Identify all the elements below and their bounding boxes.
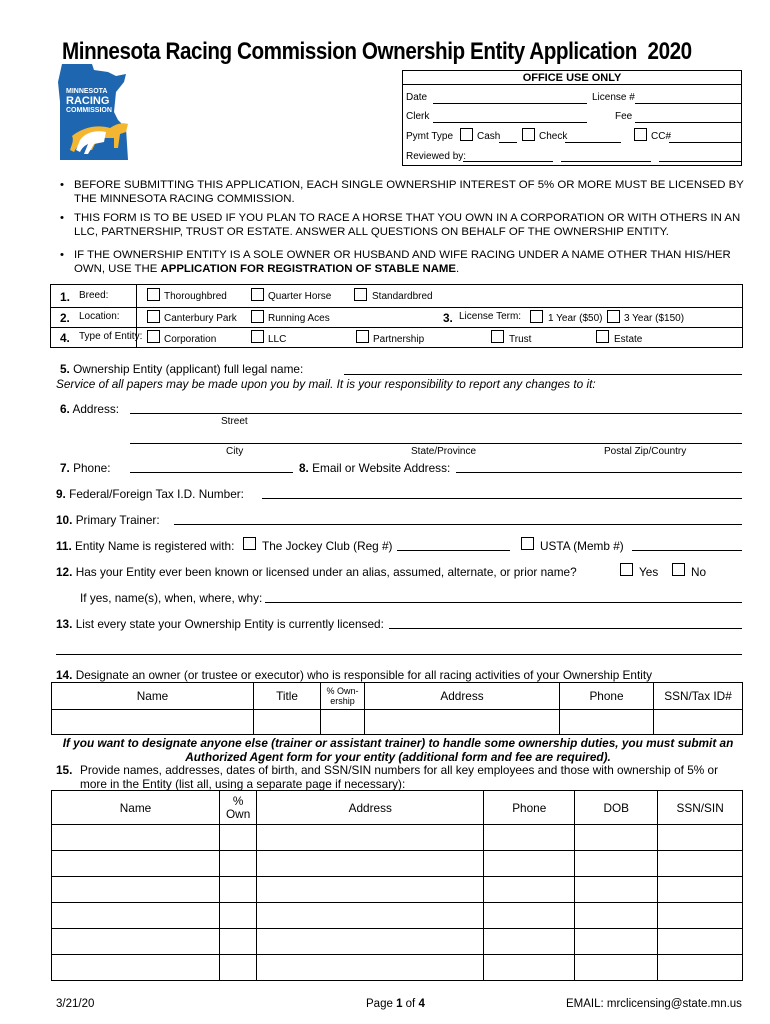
reviewed-field-1[interactable] (463, 161, 553, 162)
table-row (52, 710, 743, 735)
emp-name-cell[interactable] (52, 955, 220, 981)
emp-address-cell[interactable] (257, 903, 484, 929)
q15-label: Provide names, addresses, dates of birth, and SSN/SIN numbers for all key employees and those with ownership of 5% or more in the Entity (list all, using a separate page if necessary): (80, 763, 719, 791)
stable-name-form-ref: APPLICATION FOR REGISTRATION OF STABLE NAME (160, 263, 457, 275)
q5-label: Ownership Entity (applicant) full legal name: (73, 362, 304, 376)
office-use-only-box (402, 70, 742, 166)
emp-dob-cell[interactable] (575, 851, 658, 877)
q13-label: List every state your Ownership Entity is currently licensed: (75, 617, 384, 631)
emp-phone-cell[interactable] (484, 955, 575, 981)
emp-ssn-cell[interactable] (658, 851, 743, 877)
emp-phone-cell[interactable] (484, 825, 575, 851)
standardbred-label: Standardbred (372, 291, 433, 302)
office-use-header: OFFICE USE ONLY (403, 71, 741, 85)
owner-ssn-cell[interactable] (654, 710, 743, 735)
standardbred-checkbox[interactable] (354, 288, 367, 301)
total-pages: 4 (418, 998, 425, 1010)
q7-row: 7. Phone: (60, 461, 111, 475)
q12-row: 12. Has your Entity ever been known or licensed under an alias, assumed, alternate, or prior name? (56, 565, 577, 579)
q14-label: Designate an owner (or trustee or executor) who is responsible for all racing activities of your Ownership Entity (75, 668, 653, 682)
office-fee-label: Fee (615, 111, 633, 122)
emp-own-cell[interactable] (220, 825, 257, 851)
footer-email: EMAIL: mrclicensing@state.mn.us (566, 998, 742, 1010)
phone-field[interactable] (130, 472, 293, 473)
canterbury-checkbox[interactable] (147, 310, 160, 323)
q5-row: 5. Ownership Entity (applicant) full legal name: (60, 362, 304, 376)
usta-checkbox[interactable] (521, 537, 534, 550)
col-name: Name (52, 683, 254, 710)
table-row (52, 877, 743, 903)
title-text: Minnesota Racing Commission Ownership Entity Application (62, 38, 637, 65)
emp-own-cell[interactable] (220, 903, 257, 929)
jockey-club-reg-field[interactable] (397, 550, 510, 551)
license-options-grid (50, 284, 743, 348)
office-reviewed-label: Reviewed by: (406, 151, 467, 162)
emp-phone-cell[interactable] (484, 877, 575, 903)
tax-id-field[interactable] (262, 498, 742, 499)
licensed-states-field[interactable] (389, 628, 742, 629)
q11-row: 11. Entity Name is registered with: (56, 539, 235, 553)
emp-own-cell[interactable] (220, 929, 257, 955)
running-aces-checkbox[interactable] (251, 310, 264, 323)
owner-name-cell[interactable] (52, 710, 254, 735)
q6-row: 6. Address: (60, 402, 120, 416)
cash-label: Cash (477, 131, 501, 142)
item-3-number: 3. (443, 311, 453, 325)
emp-own-cell[interactable] (220, 877, 257, 903)
q5-service-note: Service of all papers may be made upon you by mail. It is your responsibility to report any changes to it: (56, 377, 596, 391)
instruction-bullet-2: • THIS FORM IS TO BE USED IF YOU PLAN TO RACE A HORSE THAT YOU OWN IN A CORPORATION OR WITH OTHERS IN AN LLC, PARTNERSHIP, TRUST OR ESTATE. ANSWER ALL QUESTIONS ON BEHALF OF THE OWNERSHIP ENTITY. (58, 211, 748, 239)
llc-checkbox[interactable] (251, 330, 264, 343)
cc-checkbox[interactable] (634, 128, 647, 141)
trust-label: Trust (509, 334, 532, 345)
owner-ownership-cell[interactable] (321, 710, 365, 735)
office-date-label: Date (406, 92, 428, 103)
breed-label: Breed: (79, 290, 109, 301)
commission-logo (52, 62, 134, 162)
table-row (52, 851, 743, 877)
emp-own-cell[interactable] (220, 955, 257, 981)
corporation-checkbox[interactable] (147, 330, 160, 343)
owner-phone-cell[interactable] (560, 710, 654, 735)
table-row (52, 825, 743, 851)
emp-dob-cell[interactable] (575, 929, 658, 955)
emp-phone-cell[interactable] (484, 929, 575, 955)
reviewed-field-2[interactable] (561, 161, 651, 162)
check-checkbox[interactable] (522, 128, 535, 141)
emp-address-cell[interactable] (257, 955, 484, 981)
check-number-field[interactable] (565, 142, 621, 143)
owner-address-cell[interactable] (365, 710, 560, 735)
one-year-label: 1 Year ($50) (548, 313, 603, 324)
col-address: Address (365, 683, 560, 710)
alias-yes-label: Yes (639, 565, 659, 579)
authorized-agent-note: If you want to designate anyone else (trainer or assistant trainer) to handle some ownership duties, you must submit an Authorized Agent form for your entity (additional form and fee are required). (62, 736, 734, 764)
table-row (52, 929, 743, 955)
col-own: % Own (220, 791, 257, 825)
street-address-field[interactable] (130, 413, 742, 414)
email-website-field[interactable] (456, 472, 742, 473)
col-title: Title (254, 683, 321, 710)
emp-dob-cell[interactable] (575, 825, 658, 851)
alias-no-checkbox[interactable] (672, 563, 685, 576)
emp-name-cell[interactable] (52, 903, 220, 929)
q10-label: Primary Trainer: (75, 513, 160, 527)
owner-title-cell[interactable] (254, 710, 321, 735)
emp-address-cell[interactable] (257, 929, 484, 955)
col-dob: DOB (575, 791, 658, 825)
instruction-bullet-1: • BEFORE SUBMITTING THIS APPLICATION, EACH SINGLE OWNERSHIP INTEREST OF 5% OR MORE MUST BE LICENSED BY THE MINNESOTA RACING COMMISSION. (58, 178, 748, 206)
col-ssn-sin: SSN/SIN (658, 791, 743, 825)
running-aces-label: Running Aces (268, 313, 330, 324)
instruction-bullet-3: • IF THE OWNERSHIP ENTITY IS A SOLE OWNER OR HUSBAND AND WIFE RACING UNDER A NAME OTHER THAN HIS/HER OWN, USE THE APPLICATION FOR REGISTRATION OF STABLE NAME. (58, 248, 748, 276)
q8-label: Email or Website Address: (312, 461, 451, 475)
partnership-checkbox[interactable] (356, 330, 369, 343)
emp-ssn-cell[interactable] (658, 877, 743, 903)
title-year: 2020 (647, 38, 692, 65)
jockey-club-checkbox[interactable] (243, 537, 256, 550)
license-term-label: License Term: (459, 311, 522, 322)
emp-ssn-cell[interactable] (658, 903, 743, 929)
logo-line2: RACING (66, 95, 110, 107)
emp-ssn-cell[interactable] (658, 929, 743, 955)
emp-name-cell[interactable] (52, 929, 220, 955)
quarter-horse-checkbox[interactable] (251, 288, 264, 301)
table-row (52, 903, 743, 929)
q6-label: Address: (72, 402, 120, 416)
emp-address-cell[interactable] (257, 877, 484, 903)
q9-row: 9. Federal/Foreign Tax I.D. Number: (56, 487, 244, 501)
emp-phone-cell[interactable] (484, 903, 575, 929)
jockey-club-label: The Jockey Club (Reg #) (262, 539, 393, 553)
one-year-checkbox[interactable] (530, 310, 543, 323)
partnership-label: Partnership (373, 334, 425, 345)
q11-label: Entity Name is registered with: (75, 539, 235, 553)
office-license-label: License # (592, 92, 635, 103)
item-4-number: 4. (60, 331, 70, 345)
footer-page: Page 1 of 4 (366, 998, 425, 1010)
q10-row: 10. Primary Trainer: (56, 513, 160, 527)
alias-no-label: No (691, 565, 707, 579)
check-label: Check (539, 131, 568, 142)
table-row (52, 955, 743, 981)
office-pymt-label: Pymt Type (406, 131, 454, 142)
q13-row: 13. List every state your Ownership Entity is currently licensed: (56, 617, 384, 631)
col-phone: Phone (484, 791, 575, 825)
col-phone: Phone (560, 683, 654, 710)
licensed-states-field-2[interactable] (56, 654, 742, 655)
emp-dob-cell[interactable] (575, 955, 658, 981)
entity-legal-name-field[interactable] (344, 374, 742, 375)
thoroughbred-label: Thoroughbred (164, 291, 227, 302)
usta-memb-field[interactable] (632, 550, 742, 551)
responsible-owner-table (51, 682, 743, 735)
q14-row: 14. Designate an owner (or trustee or executor) who is responsible for all racing activities of your Ownership Entity (56, 668, 653, 682)
current-page: 1 (396, 998, 403, 1010)
emp-address-cell[interactable] (257, 825, 484, 851)
corporation-label: Corporation (164, 334, 217, 345)
emp-address-cell[interactable] (257, 851, 484, 877)
emp-name-cell[interactable] (52, 851, 220, 877)
estate-checkbox[interactable] (596, 330, 609, 343)
street-caption: Street (221, 416, 248, 427)
estate-label: Estate (614, 334, 643, 345)
llc-label: LLC (268, 334, 287, 345)
col-address: Address (257, 791, 484, 825)
alias-ifyes-label: If yes, name(s), when, where, why: (80, 591, 263, 605)
office-clerk-field[interactable] (433, 122, 587, 123)
q15-row: 15. Provide names, addresses, dates of birth, and SSN/SIN numbers for all key employees and those with ownership of 5% or more in the Entity (list all, using a separate page if necessary): (56, 763, 719, 791)
footer-date: 3/21/20 (56, 998, 95, 1010)
entity-type-label: Type of Entity: (79, 331, 143, 342)
q12-label: Has your Entity ever been known or licensed under an alias, assumed, alternate, or prior name? (75, 565, 577, 579)
col-ownership: % Own-ership (321, 683, 365, 710)
cc-label: CC# (651, 131, 672, 142)
emp-ssn-cell[interactable] (658, 825, 743, 851)
three-year-checkbox[interactable] (607, 310, 620, 323)
reviewed-field-3[interactable] (659, 161, 741, 162)
q8-row: 8. Email or Website Address: (299, 461, 451, 475)
logo-line1: MINNESOTA (66, 88, 108, 95)
city-caption: City (226, 446, 244, 457)
thoroughbred-checkbox[interactable] (147, 288, 160, 301)
cash-line (499, 142, 517, 143)
postal-caption: Postal Zip/Country (604, 446, 687, 457)
page-title (62, 38, 692, 66)
logo-line3: COMMISSION (66, 107, 112, 114)
col-ssn: SSN/Tax ID# (654, 683, 743, 710)
primary-trainer-field[interactable] (174, 524, 742, 525)
item-2-number: 2. (60, 311, 70, 325)
office-date-field[interactable] (433, 103, 587, 104)
emp-name-cell[interactable] (52, 877, 220, 903)
key-employees-table (51, 790, 743, 981)
three-year-label: 3 Year ($150) (624, 313, 685, 324)
office-clerk-label: Clerk (406, 111, 430, 122)
bullet-3-text: IF THE OWNERSHIP ENTITY IS A SOLE OWNER OR HUSBAND AND WIFE RACING UNDER A NAME OTHER THAN HIS/HER OWN, USE THE (74, 249, 731, 275)
alias-details-field[interactable] (265, 602, 742, 603)
office-fee-field[interactable] (635, 122, 741, 123)
emp-phone-cell[interactable] (484, 851, 575, 877)
canterbury-label: Canterbury Park (164, 313, 237, 324)
office-license-field[interactable] (635, 103, 741, 104)
emp-dob-cell[interactable] (575, 877, 658, 903)
city-state-postal-field[interactable] (130, 443, 742, 444)
item-1-number: 1. (60, 290, 71, 304)
usta-label: USTA (Memb #) (540, 539, 624, 553)
state-caption: State/Province (411, 446, 477, 457)
cc-number-field[interactable] (669, 142, 741, 143)
q9-label: Federal/Foreign Tax I.D. Number: (69, 487, 244, 501)
emp-dob-cell[interactable] (575, 903, 658, 929)
alias-yes-checkbox[interactable] (620, 563, 633, 576)
cash-checkbox[interactable] (460, 128, 473, 141)
emp-ssn-cell[interactable] (658, 955, 743, 981)
col-name: Name (52, 791, 220, 825)
emp-own-cell[interactable] (220, 851, 257, 877)
location-label: Location: (79, 311, 120, 322)
quarter-horse-label: Quarter Horse (268, 291, 332, 302)
emp-name-cell[interactable] (52, 825, 220, 851)
q7-label: Phone: (73, 461, 111, 475)
